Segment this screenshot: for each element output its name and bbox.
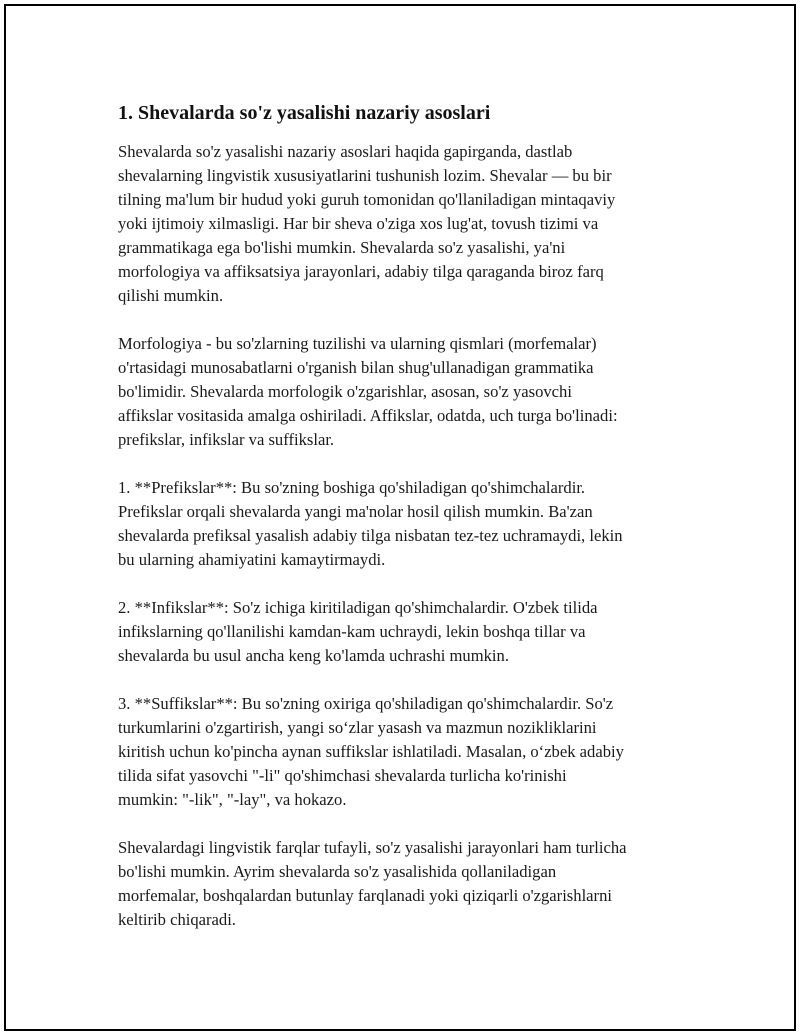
- paragraph-conclusion: Shevalardagi lingvistik farqlar tufayli, so'z yasalishi jarayonlari ham turlicha bo'lishi mumkin. Ayrim shevalarda so'z yasalishida qollaniladigan morfemalar, boshqalardan butunlay farqlanadi yoki qiziqarli o'zgarishlarni keltirib chiqaradi.: [118, 838, 627, 929]
- paragraph-intro: Shevalarda so'z yasalishi nazariy asoslari haqida gapirganda, dastlab shevalarning lingvistik xususiyatlarini tushunish lozim. Shevalar — bu bir tilning ma'lum bir hudud yoki guruh tomonidan qo'llaniladigan mintaqaviy yoki ijtimoiy xilmasligi. Har bir sheva o'ziga xos lug'at, tovush tizimi va grammatikaga ega bo'lishi mumkin. Shevalarda so'z yasalishi, ya'ni morfologiya va affiksatsiya jarayonlari, adabiy tilga qaraganda biroz farq qilishi mumkin.: [118, 142, 616, 305]
- document-body: [118, 100, 693, 956]
- paragraph-prefixes: 1. **Prefikslar**: Bu so'zning boshiga qo'shiladigan qo'shimchalardir. Prefikslar orqali shevalarda yangi ma'nolar hosil qilish mumkin. Ba'zan shevalarda prefiksal yasalish adabiy tilga nisbatan tez-tez uchramaydi, lekin bu ularning ahamiyatini kamaytirmaydi.: [118, 478, 623, 569]
- paragraph-suffixes: 3. **Suffikslar**: Bu so'zning oxiriga qo'shiladigan qo'shimchalardir. So'z turkumlarini o'zgartirish, yangi so‘zlar yasash va mazmun nozikliklarini kiritish uchun ko'pincha aynan suffikslar ishlatiladi. Masalan, o‘zbek adabiy tilida sifat yasovchi "-li" qo'shimchasi shevalarda turlicha ko'rinishi mumkin: "-lik", "-lay", va hokazo.: [118, 694, 624, 809]
- paragraph-infixes: 2. **Infikslar**: So'z ichiga kiritiladigan qo'shimchalardir. O'zbek tilida infikslarning qo'llanilishi kamdan-kam uchraydi, lekin boshqa tillar va shevalarda bu usul ancha keng ko'lamda uchrashi mumkin.: [118, 598, 598, 665]
- section-heading: 1. Shevalarda so'z yasalishi nazariy asoslari: [118, 102, 491, 124]
- document-page: [4, 4, 796, 1031]
- paragraph-morphology: Morfologiya - bu so'zlarning tuzilishi va ularning qismlari (morfemalar) o'rtasidagi munosabatlarni o'rganish bilan shug'ullanadigan grammatika bo'limidir. Shevalarda morfologik o'zgarishlar, asosan, so'z yasovchi affikslar vositasida amalga oshiriladi. Affikslar, odatda, uch turga bo'linadi: prefikslar, infikslar va suffikslar.: [118, 334, 618, 449]
